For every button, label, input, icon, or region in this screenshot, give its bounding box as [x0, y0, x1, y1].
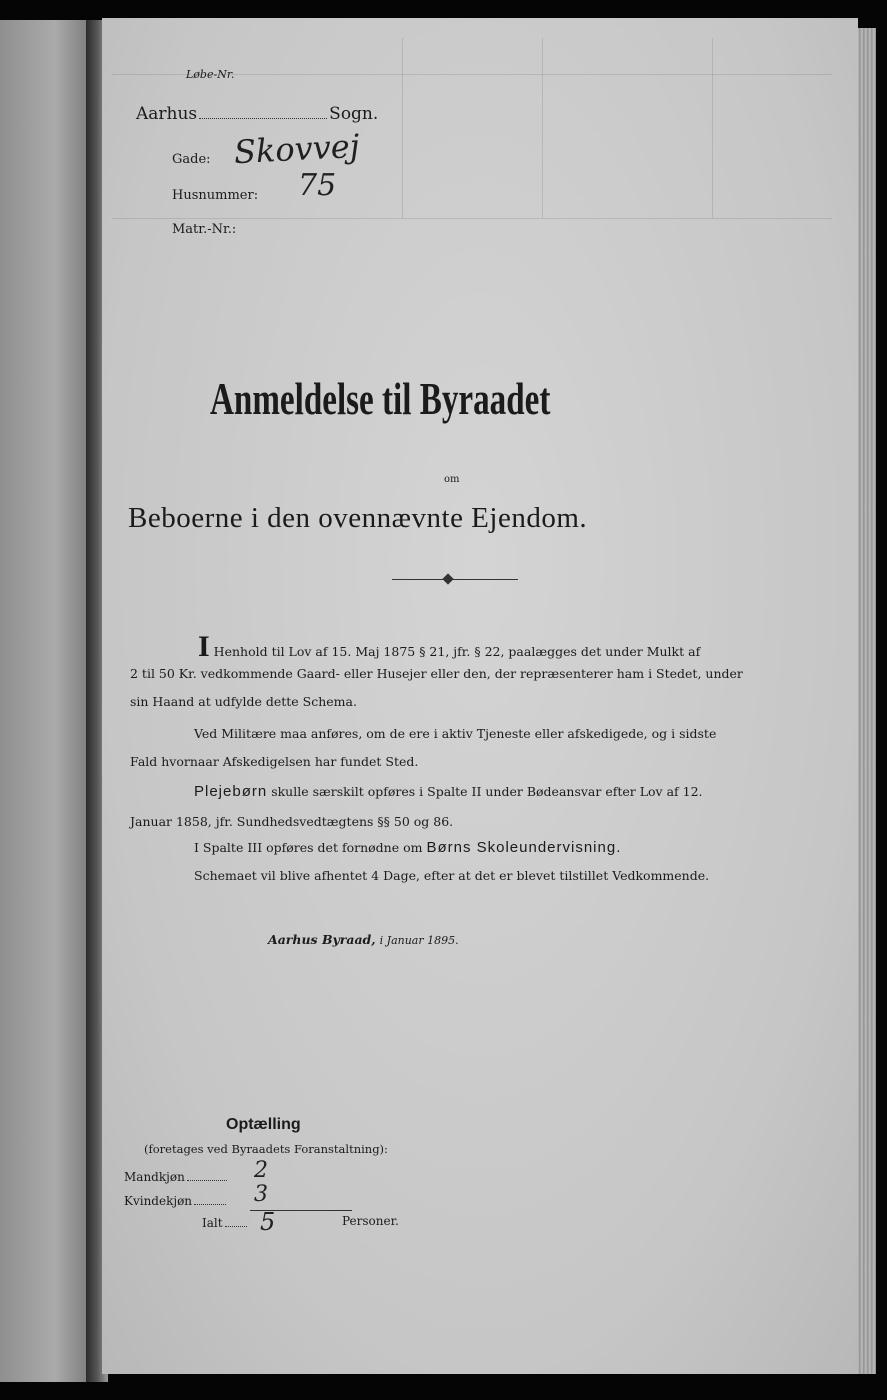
mandkjon-value-handwritten: 2: [254, 1158, 268, 1183]
ialt-row: [202, 1216, 247, 1230]
personer-label: Personer.: [342, 1214, 399, 1228]
paragraph-2-line-1: Ved Militære maa anføres, om de ere i aktiv Tjeneste eller afskedigede, og i sidste: [194, 726, 717, 741]
paragraph-1-line-1: [198, 632, 700, 662]
bleed-through-line: [402, 38, 403, 218]
bleed-through-line: [542, 38, 543, 218]
mandkjon-dots: [187, 1180, 227, 1181]
dropcap-initial: I: [198, 630, 210, 663]
paragraph-4: [194, 840, 621, 855]
plejeborn-heading: Plejebørn: [194, 783, 268, 800]
ialt-dots: [225, 1226, 247, 1227]
mandkjon-row: [124, 1170, 227, 1184]
ornamental-divider: [392, 574, 518, 584]
signature-date: i Januar 1895.: [379, 934, 459, 947]
bleed-through-line: [712, 38, 713, 218]
city-label: Aarhus: [136, 104, 198, 124]
paragraph-2-line-2: Fald hvornaar Afskedigelsen har fundet Sted.: [130, 754, 419, 769]
document-title: Anmeldelse til Byraadet: [210, 373, 551, 424]
signature-line: [268, 932, 459, 947]
om-label: om: [444, 474, 460, 485]
husnummer-value-handwritten: 75: [298, 168, 337, 203]
sogn-dots: [199, 118, 327, 119]
document-subtitle: Beboerne i den ovennævnte Ejendom.: [128, 502, 588, 534]
husnummer-label: Husnummer:: [172, 188, 259, 203]
paragraph-text: skulle særskilt opføres i Spalte II under Bødeansvar efter Lov af 12.: [271, 784, 703, 799]
paragraph-5: Schemaet vil blive afhentet 4 Dage, efter at det er blevet tilstillet Vedkommende.: [194, 868, 710, 883]
sogn-label: Sogn.: [329, 104, 379, 124]
gade-label: Gade:: [172, 152, 211, 167]
gade-value-handwritten: Skovvej: [233, 126, 361, 172]
paragraph-3-line-1: [194, 784, 703, 799]
loebe-nr-label: Løbe-Nr.: [186, 68, 235, 81]
kvindekjon-row: [124, 1194, 226, 1208]
ialt-label: Ialt: [202, 1216, 223, 1230]
skoleundervisning-heading: Børns Skoleundervisning.: [426, 839, 622, 856]
paragraph-text: Henhold til Lov af 15. Maj 1875 § 21, jfr. § 22, paalægges det under Mulkt af: [213, 644, 701, 659]
kvindekjon-label: Kvindekjøn: [124, 1194, 193, 1208]
kvindekjon-dots: [194, 1204, 226, 1205]
facing-page: [0, 20, 92, 1382]
count-subtitle: (foretages ved Byraadets Foranstaltning):: [144, 1142, 388, 1156]
ialt-value-handwritten: 5: [260, 1208, 276, 1236]
paragraph-1-line-2: 2 til 50 Kr. vedkommende Gaard- eller Husejer eller den, der repræsenterer ham i Stedet, under: [130, 666, 743, 681]
bleed-through-line: [112, 218, 832, 219]
paragraph-1-line-3: sin Haand at udfylde dette Schema.: [130, 694, 357, 709]
matr-nr-label: Matr.-Nr.:: [172, 222, 237, 237]
signature-name: Aarhus Byraad,: [268, 932, 376, 947]
paragraph-3-line-2: Januar 1858, jfr. Sundhedsvedtægtens §§ 50 og 86.: [130, 814, 454, 829]
city-sogn-line: [136, 104, 378, 124]
count-title: Optælling: [226, 1116, 301, 1133]
paragraph-text: I Spalte III opføres det fornødne om: [194, 840, 423, 855]
mandkjon-label: Mandkjøn: [124, 1170, 185, 1184]
kvindekjon-value-handwritten: 3: [254, 1182, 268, 1207]
document-page: [102, 18, 858, 1374]
